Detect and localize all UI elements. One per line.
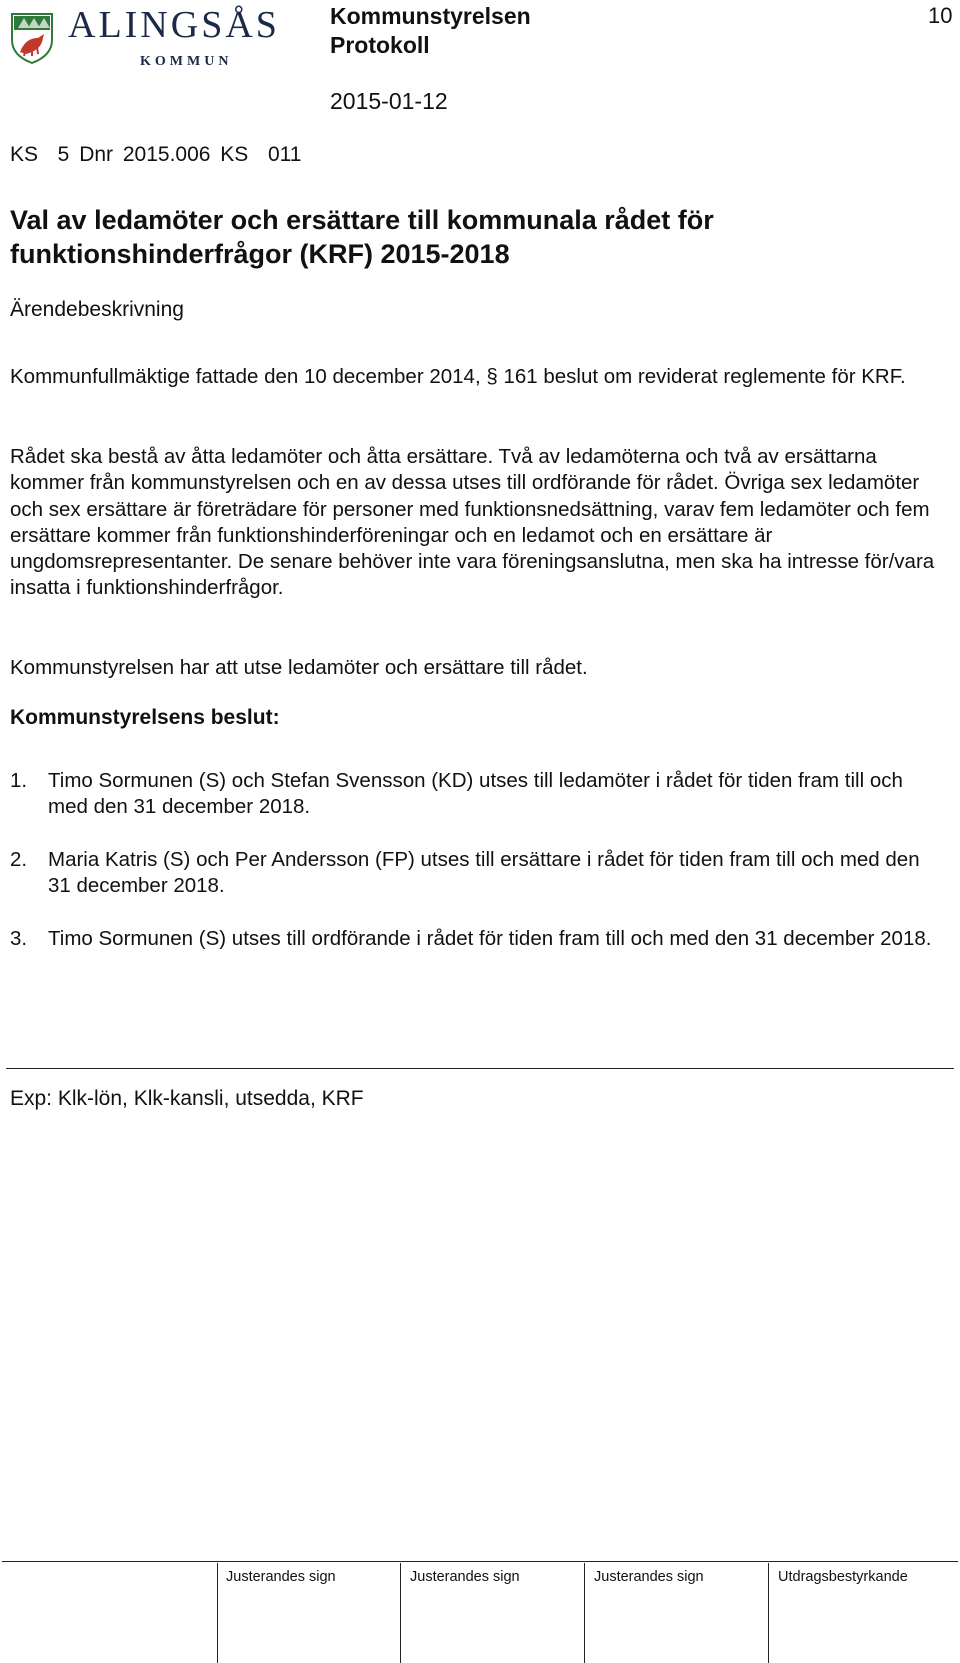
expedition-line: Exp: Klk-lön, Klk-kansli, utsedda, KRF (10, 1087, 364, 1110)
document-type: Protokoll (330, 32, 430, 58)
coat-of-arms-icon (10, 12, 54, 64)
decision-text: Maria Katris (S) och Per Andersson (FP) utses till ersättare i rådet för tiden fram till och med den 31 december 2018. (48, 848, 920, 898)
page-title: Val av ledamöter och ersättare till kommunala rådet för funktionshinderfrågor (KRF) 2015-2018 (10, 205, 714, 269)
logo-wordmark: ALINGSÅS (68, 4, 280, 46)
signature-box-divider (400, 1563, 401, 1663)
signature-label: Justerandes sign (410, 1569, 520, 1585)
decision-heading: Kommunstyrelsens beslut: (10, 706, 280, 729)
decision-text: Timo Sormunen (S) och Stefan Svensson (KD) utses till ledamöter i rådet för tiden fram till och med den 31 december 2018. (48, 769, 903, 819)
paragraph-composition: Rådet ska bestå av åtta ledamöter och åtta ersättare. Två av ledamöterna och två av ersättarna kommer från kommunstyrelsen och en av dessa utses till ordförande för rådet. Övriga sex ledamöter och sex ersättare är företrädare för personer med funktionsnedsättning, varav fem ledamöter och fem ersättare kommer från funktionshinderföreningar och en ledamot och en ersättare är ungdomsrepresentanter. De senare behöver inte vara föreningsanslutna, men ska ha intresse för/vara insatta i funktionshinderfrågor. (10, 445, 935, 600)
decision-text: Timo Sormunen (S) utses till ordförande i rådet för tiden fram till och med den 31 december 2018. (48, 927, 932, 950)
certification-label: Utdragsbestyrkande (778, 1569, 908, 1585)
signature-label: Justerandes sign (226, 1569, 336, 1585)
case-reference: KS 5 Dnr 2015.006 KS 011 (10, 143, 302, 166)
municipality-logo (10, 4, 310, 70)
divider (6, 1068, 954, 1069)
signature-box-divider (217, 1563, 218, 1663)
signature-box-divider (768, 1563, 769, 1663)
meeting-date: 2015-01-12 (330, 88, 448, 114)
decision-number: 2. (10, 848, 28, 871)
page-number: 10 (928, 3, 953, 28)
signature-box-divider (584, 1563, 585, 1663)
organ-name: Kommunstyrelsen (330, 3, 531, 29)
paragraph-mandate: Kommunstyrelsen har att utse ledamöter och ersättare till rådet. (10, 656, 588, 679)
decision-number: 3. (10, 927, 28, 950)
section-heading: Ärendebeskrivning (10, 298, 184, 321)
logo-subtitle: KOMMUN (140, 54, 233, 69)
decision-number: 1. (10, 769, 28, 792)
footer-divider (2, 1561, 958, 1562)
signature-label: Justerandes sign (594, 1569, 704, 1585)
paragraph-background: Kommunfullmäktige fattade den 10 december 2014, § 161 beslut om reviderat reglemente för KRF. (10, 365, 906, 388)
